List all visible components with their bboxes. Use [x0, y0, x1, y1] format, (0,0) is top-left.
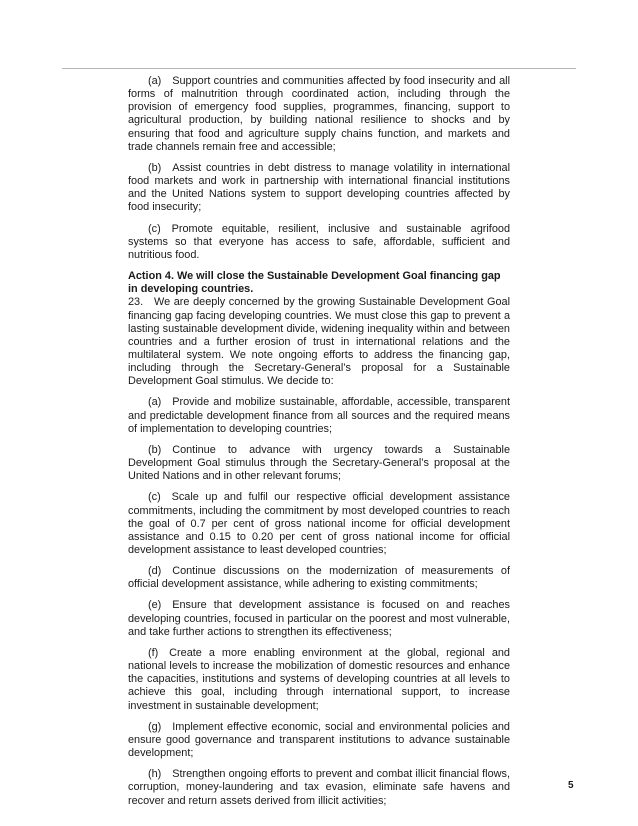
document-body — [128, 75, 510, 816]
header-rule — [62, 68, 576, 69]
paragraph-23: 23. We are deeply concerned by the growing Sustainable Development Goal financing gap facing developing countries. We must close this gap to prevent a lasting sustainable development divide, widening inequality within and between countries and a further erosion of trust in international relations and the multilateral system. We note ongoing efforts to address the financing gap, including through the Secretary-General’s proposal for a Sustainable Development Goal stimulus. We decide to: — [128, 296, 510, 388]
subparagraph-a-finance: (a) Provide and mobilize sustainable, affordable, accessible, transparent and predictable development finance from all sources and the required means of implementation to developing countries; — [128, 396, 510, 435]
subparagraph-d-finance: (d) Continue discussions on the modernization of measurements of official development assistance, while adhering to existing commitments; — [128, 565, 510, 591]
subparagraph-g-finance: (g) Implement effective economic, social and environmental policies and ensure good governance and transparent institutions to advance sustainable development; — [128, 720, 510, 760]
subparagraph-a-food: (a) Support countries and communities affected by food insecurity and all forms of malnutrition through coordinated action, including through the provision of emergency food supplies, programmes, financing, support to agricultural production, by building national resilience to shocks and by ensuring that food and agriculture supply chains function, and markets and trade channels remain free and accessible; — [128, 75, 510, 153]
subparagraph-b-food: (b) Assist countries in debt distress to manage volatility in international food markets and work in partnership with international financial institutions and the United Nations system to support developing countries affected by food insecurity; — [128, 161, 510, 214]
subparagraph-c-finance: (c) Scale up and fulfil our respective official development assistance commitments, including the commitment by most developed countries to reach the goal of 0.7 per cent of gross national income for official development assistance and 0.15 to 0.20 per cent of gross national income for official development assistance to least developed countries; — [128, 491, 510, 556]
subparagraph-b-finance: (b) Continue to advance with urgency towards a Sustainable Development Goal stimulus through the Secretary-General’s proposal at the United Nations and in other relevant forums; — [128, 443, 510, 483]
action-4-heading: Action 4. We will close the Sustainable Development Goal financing gap in developing countries. — [128, 270, 501, 296]
subparagraph-f-finance: (f) Create a more enabling environment at the global, regional and national levels to increase the mobilization of domestic resources and enhance the capacities, institutions and systems of developing countries at all levels to achieve this goal, including through international support, to increase investment in sustainable development; — [128, 646, 510, 712]
subparagraph-e-finance: (e) Ensure that development assistance is focused on and reaches developing countries, focused in particular on the poorest and most vulnerable, and take further actions to strengthen its effectiveness; — [128, 599, 510, 638]
subparagraph-h-finance: (h) Strengthen ongoing efforts to prevent and combat illicit financial flows, corruption, money-laundering and tax evasion, eliminate safe havens and recover and return assets derived from illicit activities; — [128, 768, 510, 807]
subparagraph-c-food: (c) Promote equitable, resilient, inclusive and sustainable agrifood systems so that everyone has access to safe, affordable, sufficient and nutritious food. — [128, 222, 510, 261]
page-number: 5 — [568, 780, 574, 791]
